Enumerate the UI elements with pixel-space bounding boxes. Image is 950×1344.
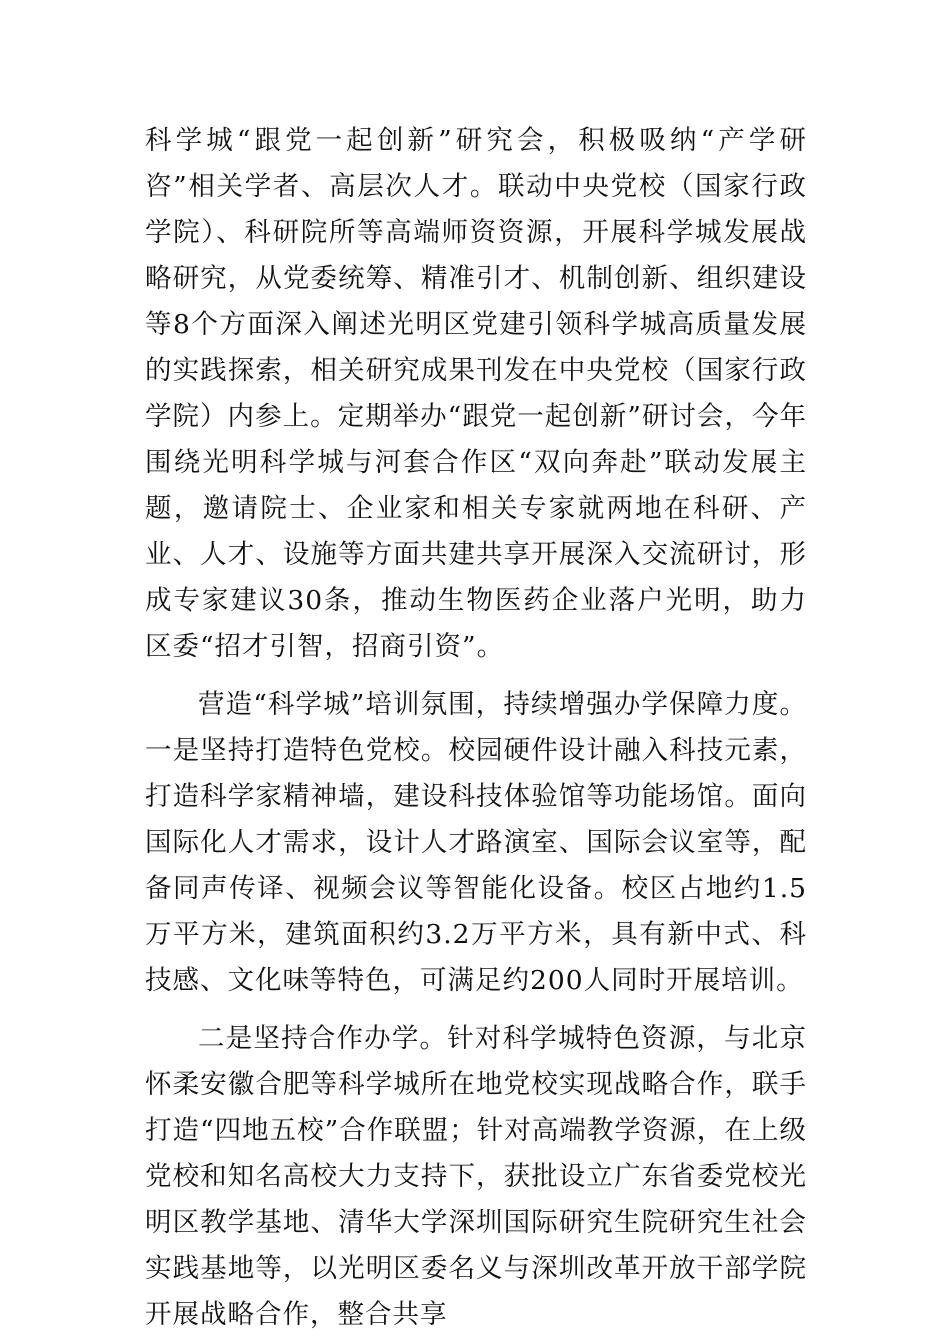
document-body <box>145 118 807 1338</box>
paragraph-1: 科学城“跟党一起创新”研究会，积极吸纳“产学研咨”相关学者、高层次人才。联动中央党校（国家行政学院）、科研院所等高端师资资源，开展科学城发展战略研究，从党委统筹、精准引才、机制创新、组织建设等8个方面深入阐述光明区党建引领科学城高质量发展的实践探索，相关研究成果刊发在中央党校（国家行政学院）内参上。定期举办“跟党一起创新”研讨会，今年围绕光明科学城与河套合作区“双向奔赴”联动发展主题，邀请院士、企业家和相关专家就两地在科研、产业、人才、设施等方面共建共享开展深入交流研讨，形成专家建议30条，推动生物医药企业落户光明，助力区委“招才引智，招商引资”。 <box>145 125 807 662</box>
paragraph-2: 营造“科学城”培训氛围，持续增强办学保障力度。一是坚持打造特色党校。校园硬件设计融入科技元素，打造科学家精神墙，建设科技体验馆等功能场馆。面向国际化人才需求，设计人才路演室、国际会议室等，配备同声传译、视频会议等智能化设备。校区占地约1.5万平方米，建筑面积约3.2万平方米，具有新中式、科技感、文化味等特色，可满足约200人同时开展培训。 <box>145 689 807 996</box>
paragraph-3: 二是坚持合作办学。针对科学城特色资源，与北京怀柔安徽合肥等科学城所在地党校实现战略合作，联手打造“四地五校”合作联盟；针对高端教学资源，在上级党校和知名高校大力支持下，获批设立广东省委党校光明区教学基地、清华大学深圳国际研究生院研究生社会实践基地等，以光明区委名义与深圳改革开放干部学院开展战略合作，整合共享 <box>145 1023 807 1330</box>
